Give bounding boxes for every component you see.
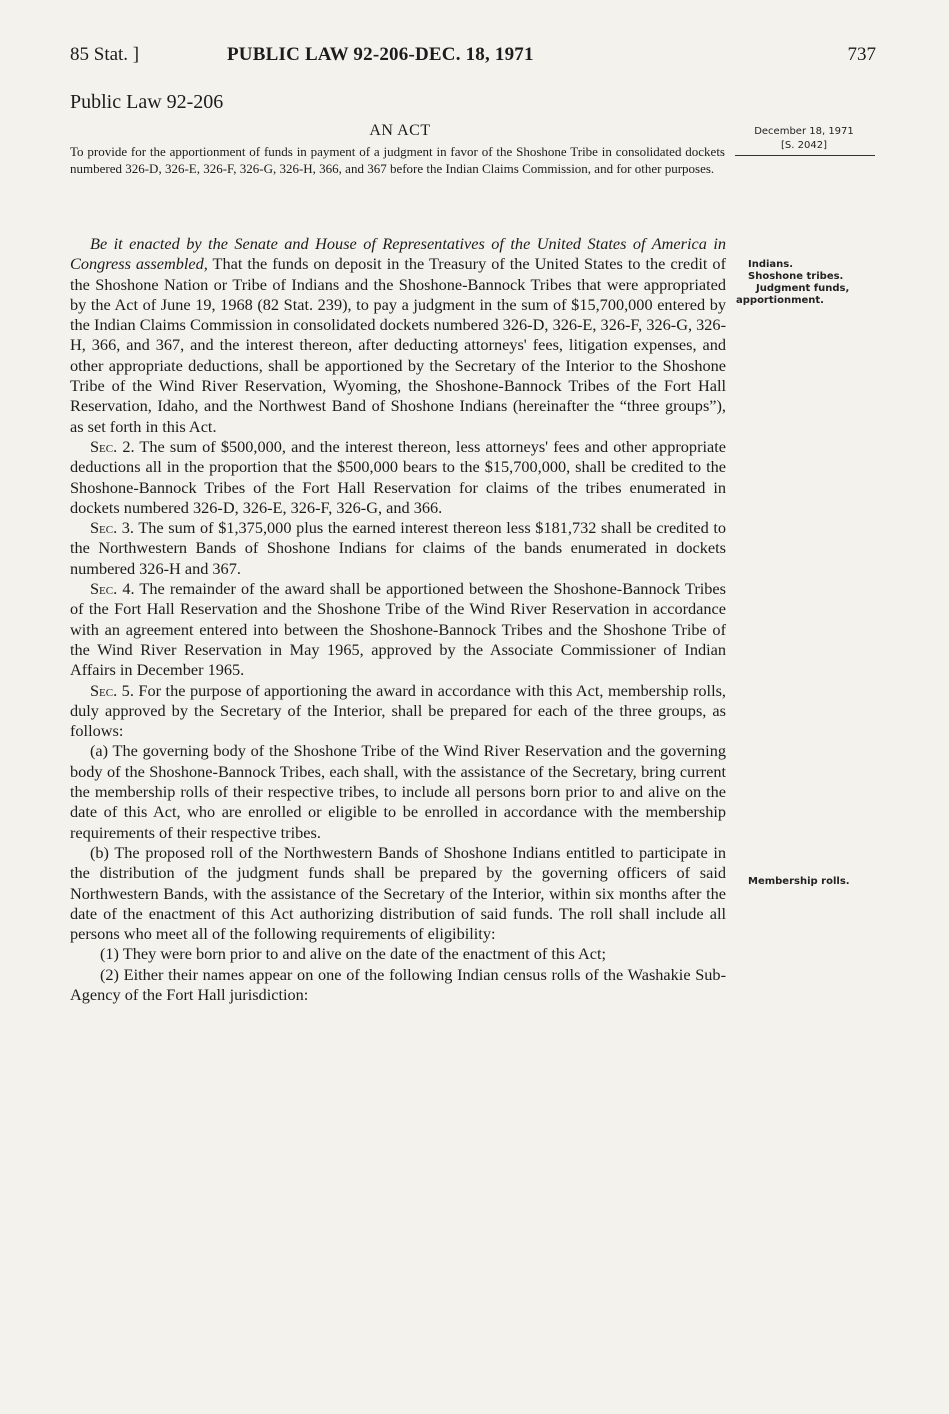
eligibility-requirement-2: (2) Either their names appear on one of the following Indian census rolls of the Washakie Sub-Agency of the Fort Hall jurisdiction: [70, 964, 726, 1004]
section-5-a: (a) The governing body of the Shoshone Tribe of the Wind River Reservation and the governing body of the Shoshone-Bannock Tribes, each shall, with the assistance of the Secretary, bring current the membership rolls of their respective tribes, to include all persons born prior to and alive on the date of this Act, who are enrolled or eligible to be enrolled in accordance with the membership requirements of their respective tribes. [70, 741, 726, 842]
margin-note-line: apportionment. [736, 295, 824, 306]
statute-volume: 85 Stat. ] [70, 44, 140, 65]
enactment-date: December 18, 1971 [754, 126, 854, 137]
margin-note-indians [736, 259, 878, 307]
act-title: AN ACT [369, 122, 431, 139]
margin-note-line: Judgment funds, [756, 283, 850, 294]
margin-note-line: Shoshone tribes. [748, 271, 844, 282]
enacting-clause: Be it enacted by the Senate and House of Representatives of the United States of America in Congress assembled, [70, 234, 726, 274]
section-5-b: (b) The proposed roll of the Northwestern Bands of Shoshone Indians entitled to participate in the distribution of the judgment funds shall be prepared by the governing officers of said Northwestern Bands, with the assistance of the Secretary of the Interior, within six months after the date of the enactment of this Act authorizing distribution of said funds. The roll shall include all persons who meet all of the following requirements of eligibility: [70, 842, 726, 944]
act-purpose: To provide for the apportionment of funds in payment of a judgment in favor of the Shoshone Tribe in consolidated dockets numbered 326-D, 326-E, 326-F, 326-G, 326-H, 366, and 367 before the Indian Claims Commission, and for other purposes. [70, 144, 725, 176]
date-note-rule [735, 155, 875, 156]
enactment-date-note [733, 125, 875, 156]
section-2-text: The sum of $500,000, and the interest thereon, less attorneys' fees and other appropriate deductions all in the proportion that the $500,000 bears to the $15,700,000, shall be credited to the Shoshone-Bannock Tribes of the Fort Hall Reservation for claims of the tribes enumerated in dockets numbered 326-D, 326-E, 326-F, 326-G, and 366. [70, 436, 726, 517]
running-title: PUBLIC LAW 92-206-DEC. 18, 1971 [227, 44, 534, 65]
senate-bill-number: [S. 2042] [781, 140, 827, 151]
section-5-text: For the purpose of apportioning the award in accordance with this Act, membership rolls, duly approved by the Secretary of the Interior, shall be prepared for each of the three groups, as follows: [70, 680, 726, 741]
section-2 [70, 437, 726, 518]
margin-note-line: Indians. [748, 259, 794, 270]
section-4-text: The remainder of the award shall be apportioned between the Shoshone-Bannock Tribes of the Fort Hall Reservation and the Shoshone Tribe of the Wind River Reservation in accordance with an agreement entered into between the Shoshone-Bannock Tribes and the Shoshone Tribe of the Wind River Reservation in May 1965, approved by the Associate Commissioner of Indian Affairs in December 1965. [70, 579, 726, 680]
act-body [70, 234, 726, 1005]
section-3 [70, 518, 726, 579]
page-number: 737 [847, 44, 876, 65]
section-5-label: Sec. 5. [90, 680, 134, 700]
running-header [70, 44, 876, 74]
eligibility-requirement-1: (1) They were born prior to and alive on the date of the enactment of this Act; [100, 944, 607, 964]
section-1-text: That the funds on deposit in the Treasury of the United States to the credit of the Shoshone Nation or Tribe of Indians and the Shoshone-Bannock Tribes that were appropriated by the Act of June 19, 1968 (82 Stat. 239), to pay a judgment in the sum of $15,700,000 entered by the Indian Claims Commission in consolidated dockets numbered 326-D, 326-E, 326-F, 326-G, 326-H, 366, and 367, and the interest thereon, after deducting attorneys' fees, litigation expenses, and other appropriate deductions, shall be apportioned by the Secretary of the Interior to the Shoshone Tribe of the Wind River Reservation, Wyoming, the Shoshone-Bannock Tribes of the Fort Hall Reservation, Idaho, and the Northwest Band of Shoshone Indians (hereinafter the “three groups”), as set forth in this Act. [70, 254, 726, 436]
public-law-number: Public Law 92-206 [70, 91, 224, 113]
section-3-text: The sum of $1,375,000 plus the earned interest thereon less $181,732 shall be credited to the Northwestern Bands of Shoshone Indians for claims of the bands enumerated in dockets numbered 326-H and 367. [70, 518, 727, 578]
section-5 [70, 681, 726, 742]
section-2-label: Sec. 2. [90, 436, 135, 456]
section-1 [70, 234, 726, 437]
section-4 [70, 579, 726, 680]
section-3-label: Sec. 3. [90, 518, 135, 538]
margin-note-membership: Membership rolls. [748, 876, 850, 887]
section-4-label: Sec. 4. [90, 579, 135, 599]
